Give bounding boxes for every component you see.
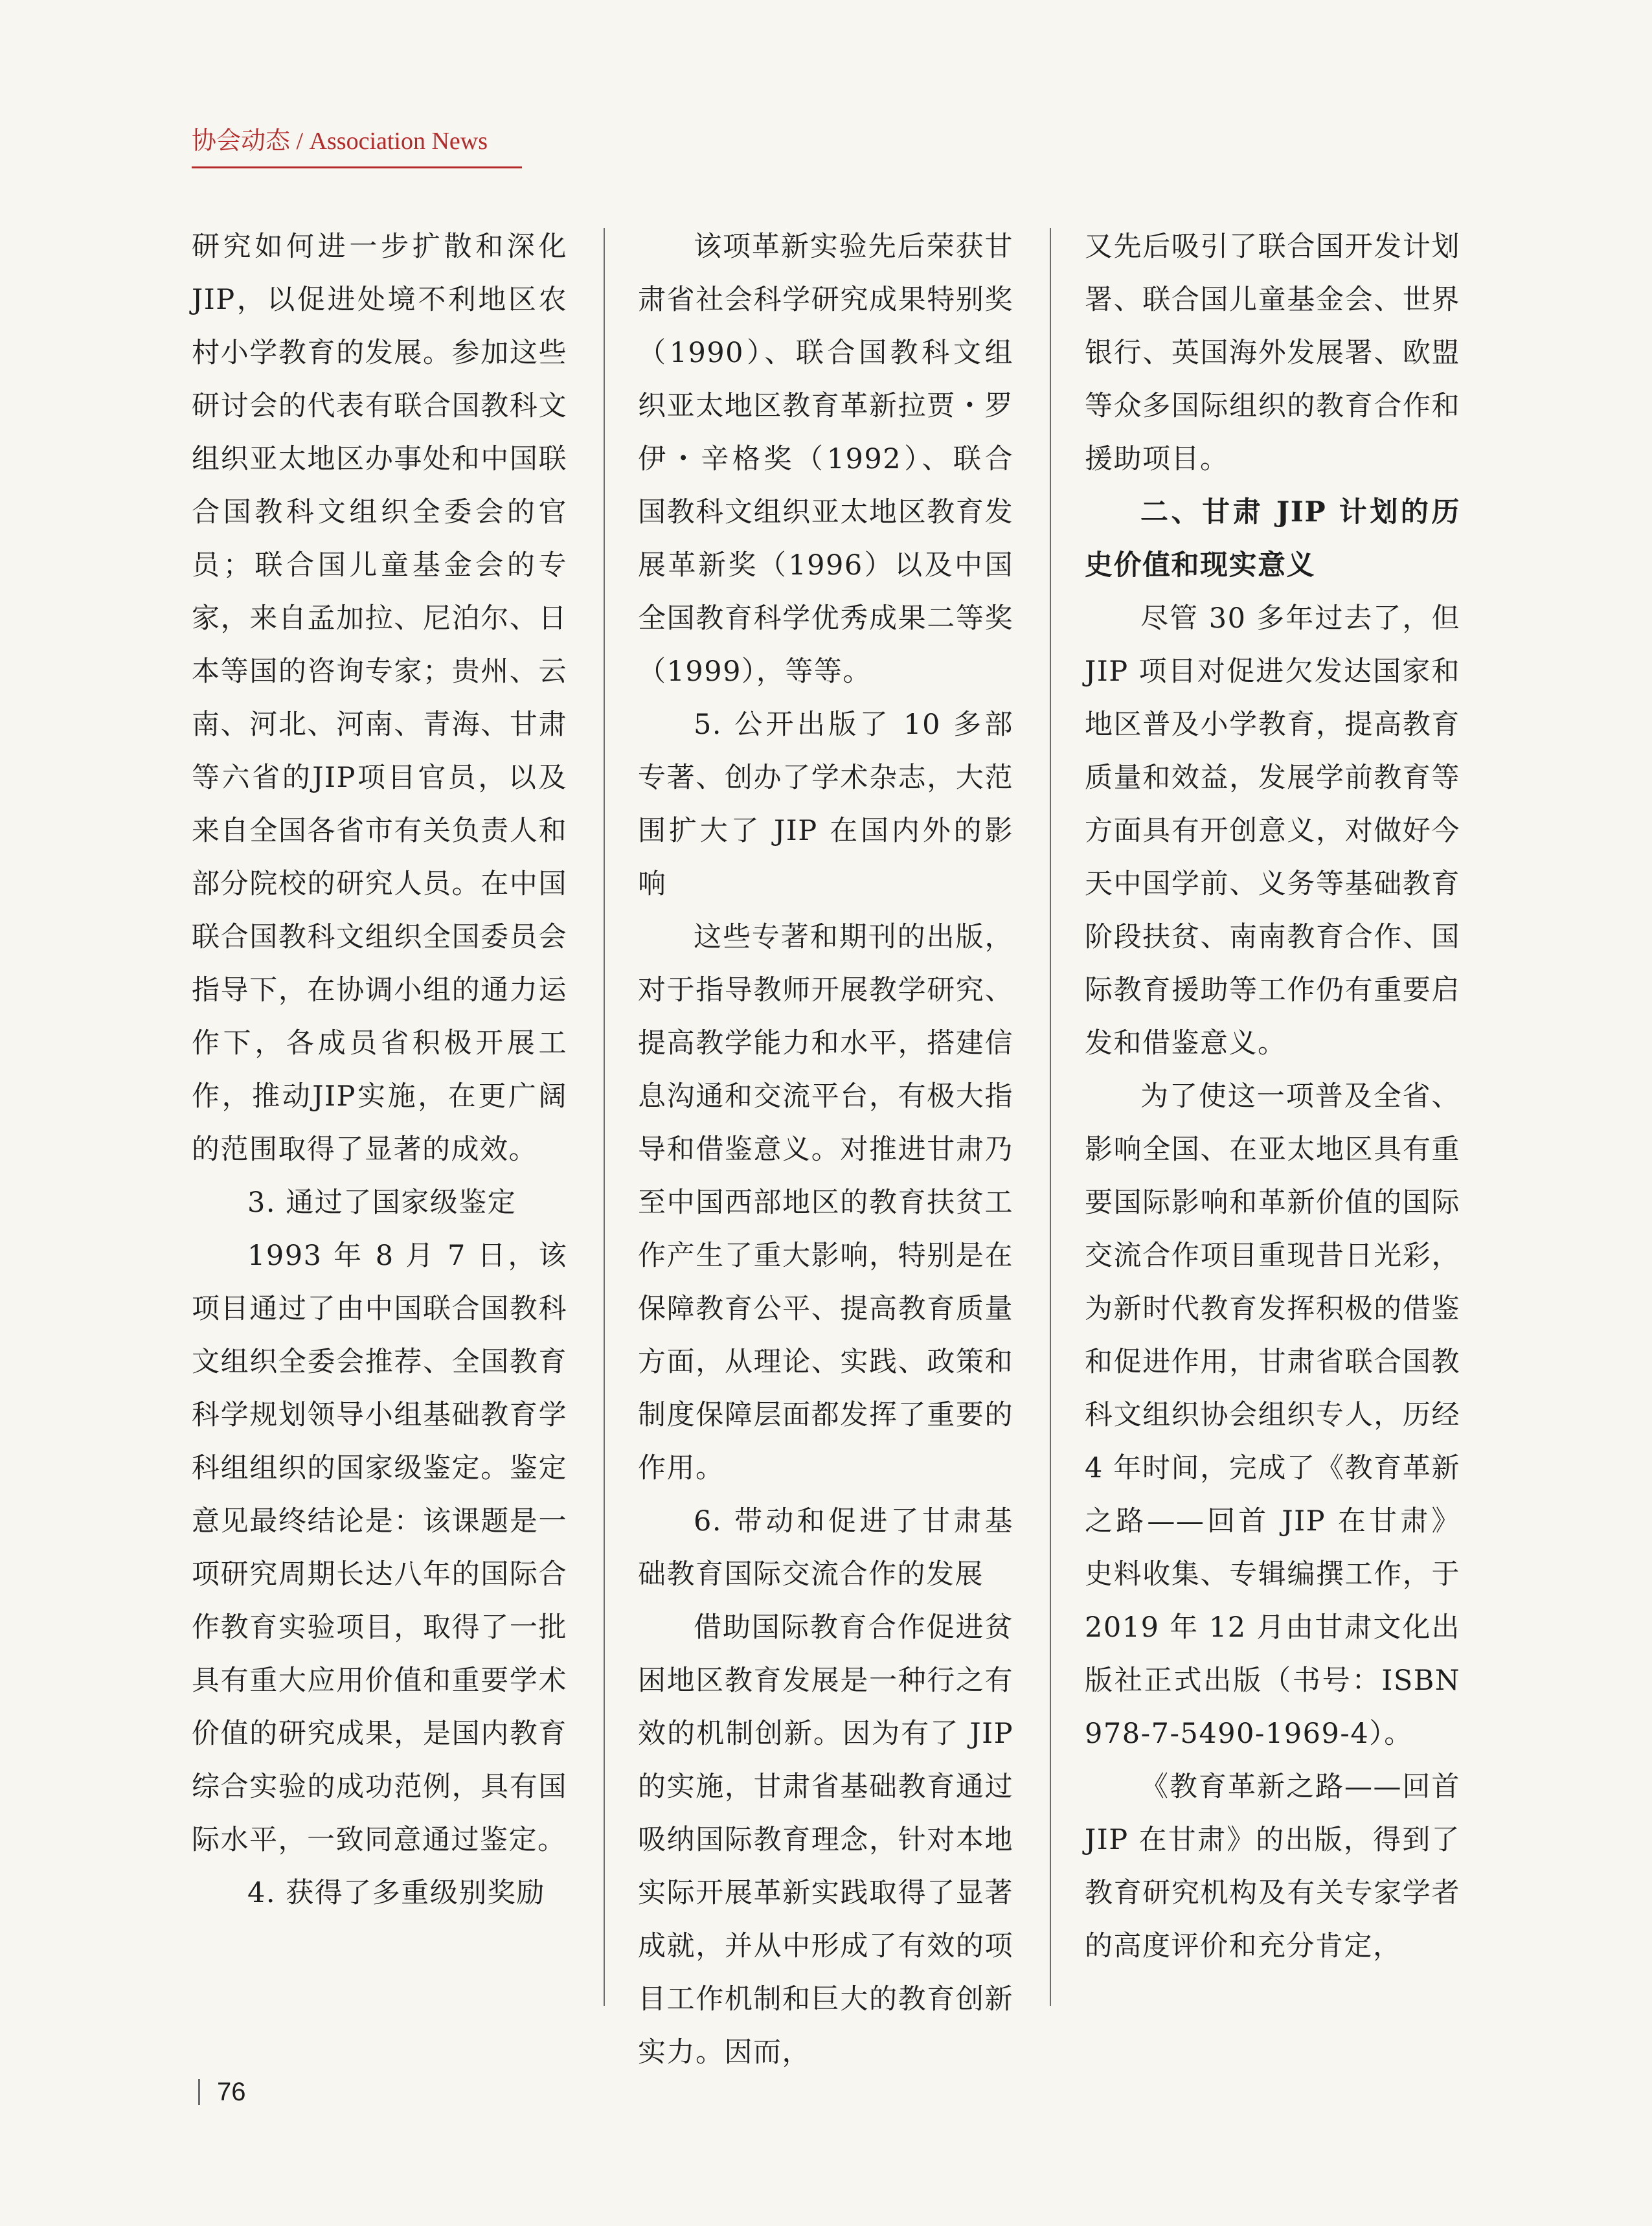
- section-heading: 二、甘肃 JIP 计划的历史价值和现实意义: [1085, 496, 1460, 582]
- paragraph: 又先后吸引了联合国开发计划署、联合国儿童基金会、世界银行、英国海外发展署、欧盟等众多国际组织的教育合作和援助项目。: [1085, 231, 1460, 475]
- paragraph: 为了使这一项普及全省、影响全国、在亚太地区具有重要国际影响和革新价值的国际交流合作项目重现昔日光彩，为新时代教育发挥积极的借鉴和促进作用，甘肃省联合国教科文组织协会组织专人，历经 4 年时间，完成了《教育革新之路——回首 JIP 在甘肃》史料收集、专辑编撰工作，于 2019 年 12 月由甘肃文化出版社正式出版（书号：ISBN 978-7-5490-1969-4）。: [1085, 1080, 1460, 1750]
- text-column-2: [638, 220, 1013, 2069]
- page-number: 76: [217, 2078, 246, 2106]
- text-column-1: [192, 220, 567, 2008]
- paragraph: 尽管 30 多年过去了，但 JIP 项目对促进欠发达国家和地区普及小学教育，提高教育质量和效益，发展学前教育等方面具有开创意义，对做好今天中国学前、义务等基础教育阶段扶贫、南南教育合作、国际教育援助等工作仍有重要启发和借鉴意义。: [1085, 602, 1460, 1060]
- column-divider: [604, 228, 605, 2006]
- paragraph: 1993 年 8 月 7 日，该项目通过了由中国联合国教科文组织全委会推荐、全国教育科学规划领导小组基础教育学科组组织的国家级鉴定。鉴定意见最终结论是：该课题是一项研究周期长达八年的国际合作教育实验项目，取得了一批具有重大应用价值和重要学术价值的研究成果，是国内教育综合实验的成功范例，具有国际水平，一致同意通过鉴定。: [192, 1240, 567, 1856]
- text-column-3: [1085, 220, 1460, 2008]
- column-divider: [1050, 228, 1051, 2006]
- subheading: 3. 通过了国家级鉴定: [247, 1187, 517, 1219]
- paragraph: 借助国际教育合作促进贫困地区教育发展是一种行之有效的机制创新。因为有了 JIP 的实施，甘肃省基础教育通过吸纳国际教育理念，针对本地实际开展革新实践取得了显著成就，并从中形成了有效的项目工作机制和巨大的教育创新实力。因而，: [638, 1611, 1013, 2069]
- paragraph: 该项革新实验先后荣获甘肃省社会科学研究成果特别奖（1990）、联合国教科文组织亚太地区教育革新拉贾・罗伊・辛格奖（1992）、联合国教科文组织亚太地区教育发展革新奖（1996）以及中国全国教育科学优秀成果二等奖（1999），等等。: [638, 231, 1013, 688]
- subheading: 4. 获得了多重级别奖励: [247, 1877, 545, 1909]
- subheading: 6. 带动和促进了甘肃基础教育国际交流合作的发展: [638, 1505, 1013, 1591]
- subheading: 5. 公开出版了 10 多部专著、创办了学术杂志，大范围扩大了 JIP 在国内外的影响: [638, 709, 1013, 900]
- paragraph: 研究如何进一步扩散和深化JIP，以促进处境不利地区农村小学教育的发展。参加这些研讨会的代表有联合国教科文组织亚太地区办事处和中国联合国教科文组织全委会的官员；联合国儿童基金会的专家，来自孟加拉、尼泊尔、日本等国的咨询专家；贵州、云南、河北、河南、青海、甘肃等六省的JIP项目官员，以及来自全国各省市有关负责人和部分院校的研究人员。在中国联合国教科文组织全国委员会指导下，在协调小组的通力运作下，各成员省积极开展工作，推动JIP实施，在更广阔的范围取得了显著的成效。: [192, 231, 567, 1166]
- footer-rule: [198, 2079, 200, 2105]
- paragraph: 《教育革新之路——回首 JIP 在甘肃》的出版，得到了教育研究机构及有关专家学者的高度评价和充分肯定，: [1085, 1771, 1460, 1962]
- section-label: 协会动态 / Association News: [192, 128, 488, 155]
- paragraph: 这些专著和期刊的出版，对于指导教师开展教学研究、提高教学能力和水平，搭建信息沟通和交流平台，有极大指导和借鉴意义。对推进甘肃乃至中国西部地区的教育扶贫工作产生了重大影响，特别是在保障教育公平、提高教育质量方面，从理论、实践、政策和制度保障层面都发挥了重要的作用。: [638, 921, 1013, 1484]
- section-header: [192, 127, 522, 168]
